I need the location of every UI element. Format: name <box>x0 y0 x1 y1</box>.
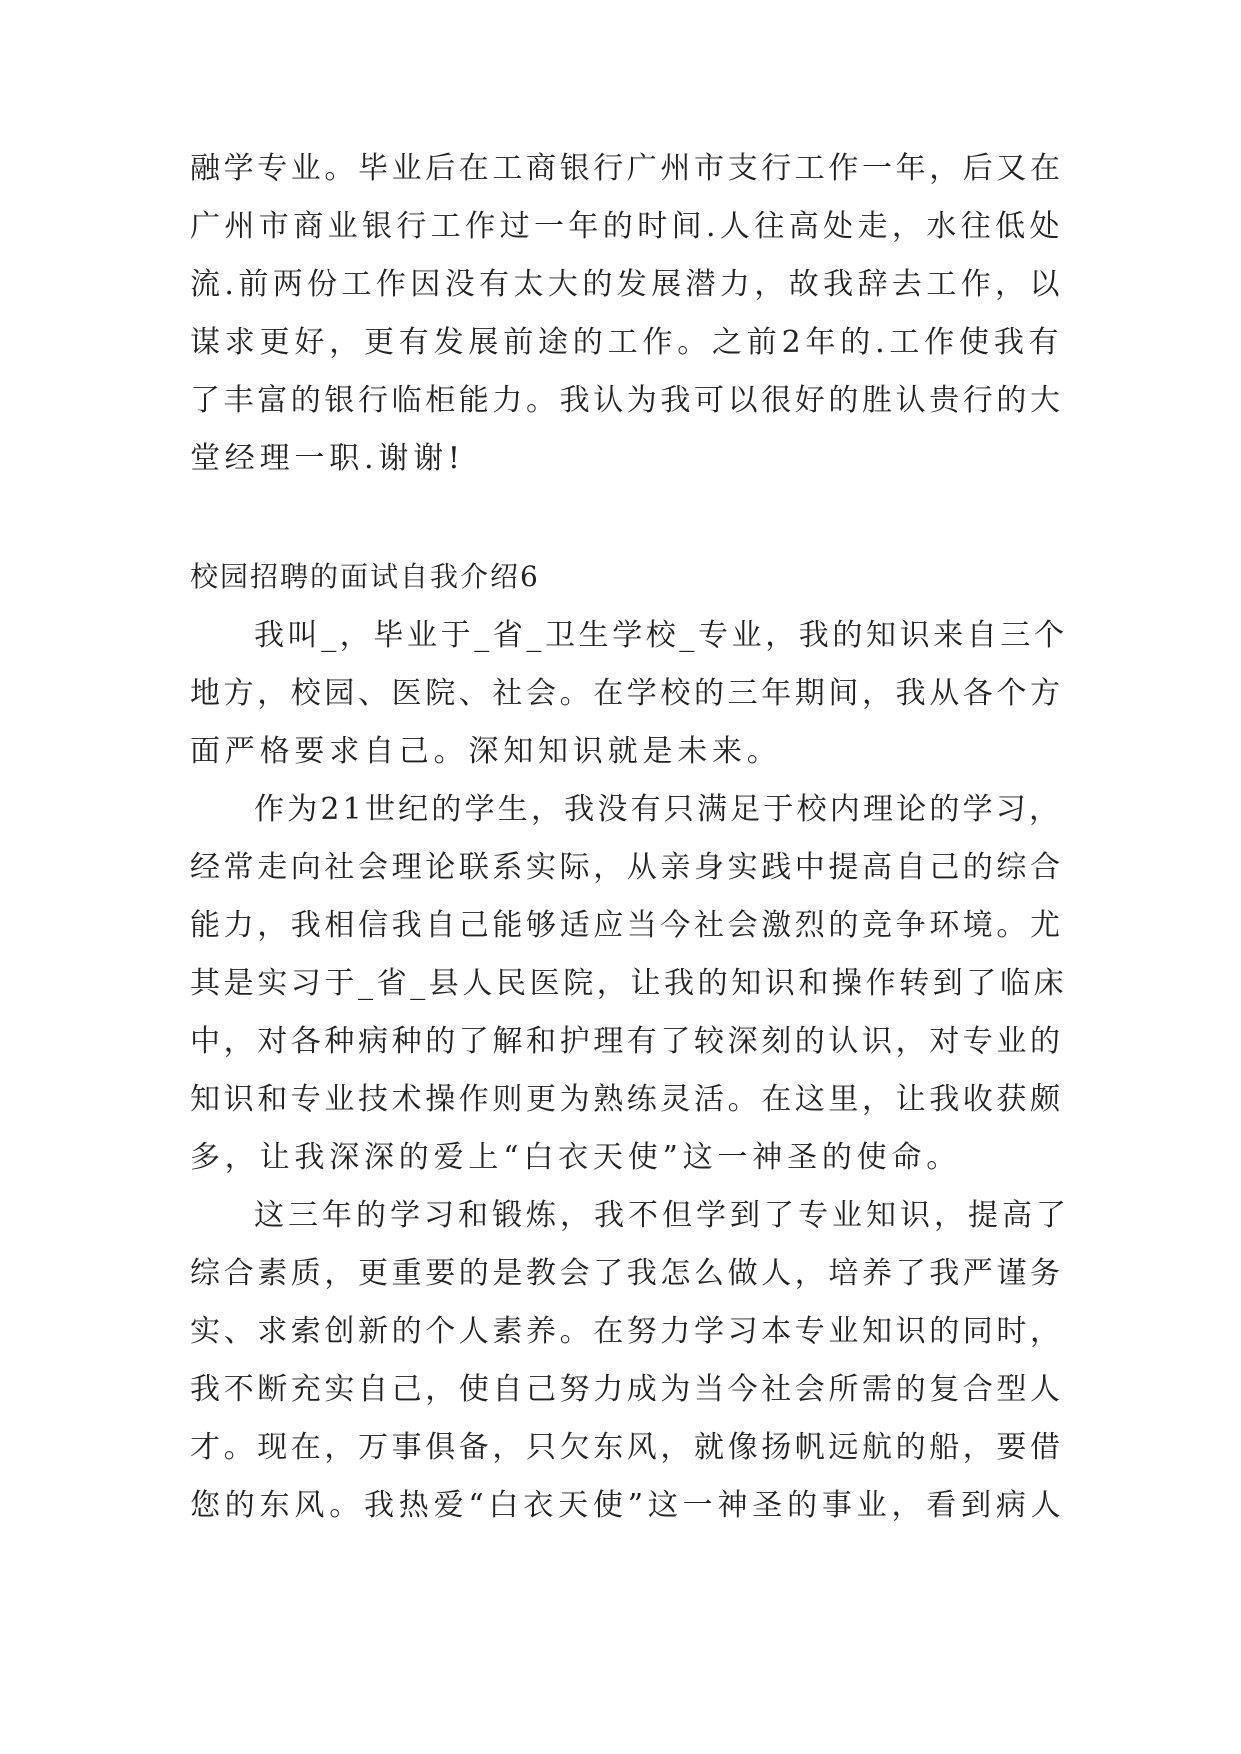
text-line: 融学专业。毕业后在工商银行广州市支行工作一年，后又在 <box>190 151 1064 186</box>
text-line: 综合素质，更重要的是教会了我怎么做人，培养了我严谨务 <box>190 1256 1064 1291</box>
text-line: 其是实习于_省_县人民医院，让我的知识和操作转到了临床 <box>190 966 1068 1001</box>
section-heading: 校园招聘的面试自我介绍6 <box>190 560 540 593</box>
text-line: 我不断充实自己，使自己努力成为当今社会所需的复合型人 <box>190 1372 1064 1407</box>
text-line: 知识和专业技术操作则更为熟练灵活。在这里，让我收获颇 <box>190 1082 1064 1117</box>
text-line: 面严格要求自己。深知知识就是未来。 <box>190 734 782 769</box>
text-line: 广州市商业银行工作过一年的时间.人往高处走，水往低处 <box>190 209 1064 244</box>
paragraph-first-line: 作为21世纪的学生，我没有只满足于校内理论的学习， <box>254 792 1063 827</box>
text-line: 经常走向社会理论联系实际，从亲身实践中提高自己的综合 <box>190 850 1064 885</box>
paragraph-first-line: 我叫_，毕业于_省_卫生学校_专业，我的知识来自三个 <box>254 618 1068 653</box>
text-line: 谋求更好，更有发展前途的工作。之前2年的.工作使我有 <box>190 325 1064 360</box>
text-line: 多，让我深深的爱上“白衣天使”这一神圣的使命。 <box>190 1140 962 1175</box>
text-line: 流.前两份工作因没有太大的发展潜力，故我辞去工作，以 <box>190 267 1064 302</box>
text-line: 了丰富的银行临柜能力。我认为我可以很好的胜认贵行的大 <box>190 383 1064 418</box>
paragraph-first-line: 这三年的学习和锻炼，我不但学到了专业知识，提高了 <box>254 1198 1070 1233</box>
text-line: 堂经理一职.谢谢! <box>190 441 465 476</box>
text-line: 才。现在，万事俱备，只欠东风，就像扬帆远航的船，要借 <box>190 1430 1064 1465</box>
text-line: 中，对各种病种的了解和护理有了较深刻的认识，对专业的 <box>190 1024 1064 1059</box>
text-line: 地方，校园、医院、社会。在学校的三年期间，我从各个方 <box>190 676 1064 711</box>
text-line: 您的东风。我热爱“白衣天使”这一神圣的事业，看到病人 <box>190 1488 1066 1523</box>
text-line: 实、求索创新的个人素养。在努力学习本专业知识的同时， <box>190 1314 1064 1349</box>
text-line: 能力，我相信我自己能够适应当今社会激烈的竞争环境。尤 <box>190 908 1064 943</box>
